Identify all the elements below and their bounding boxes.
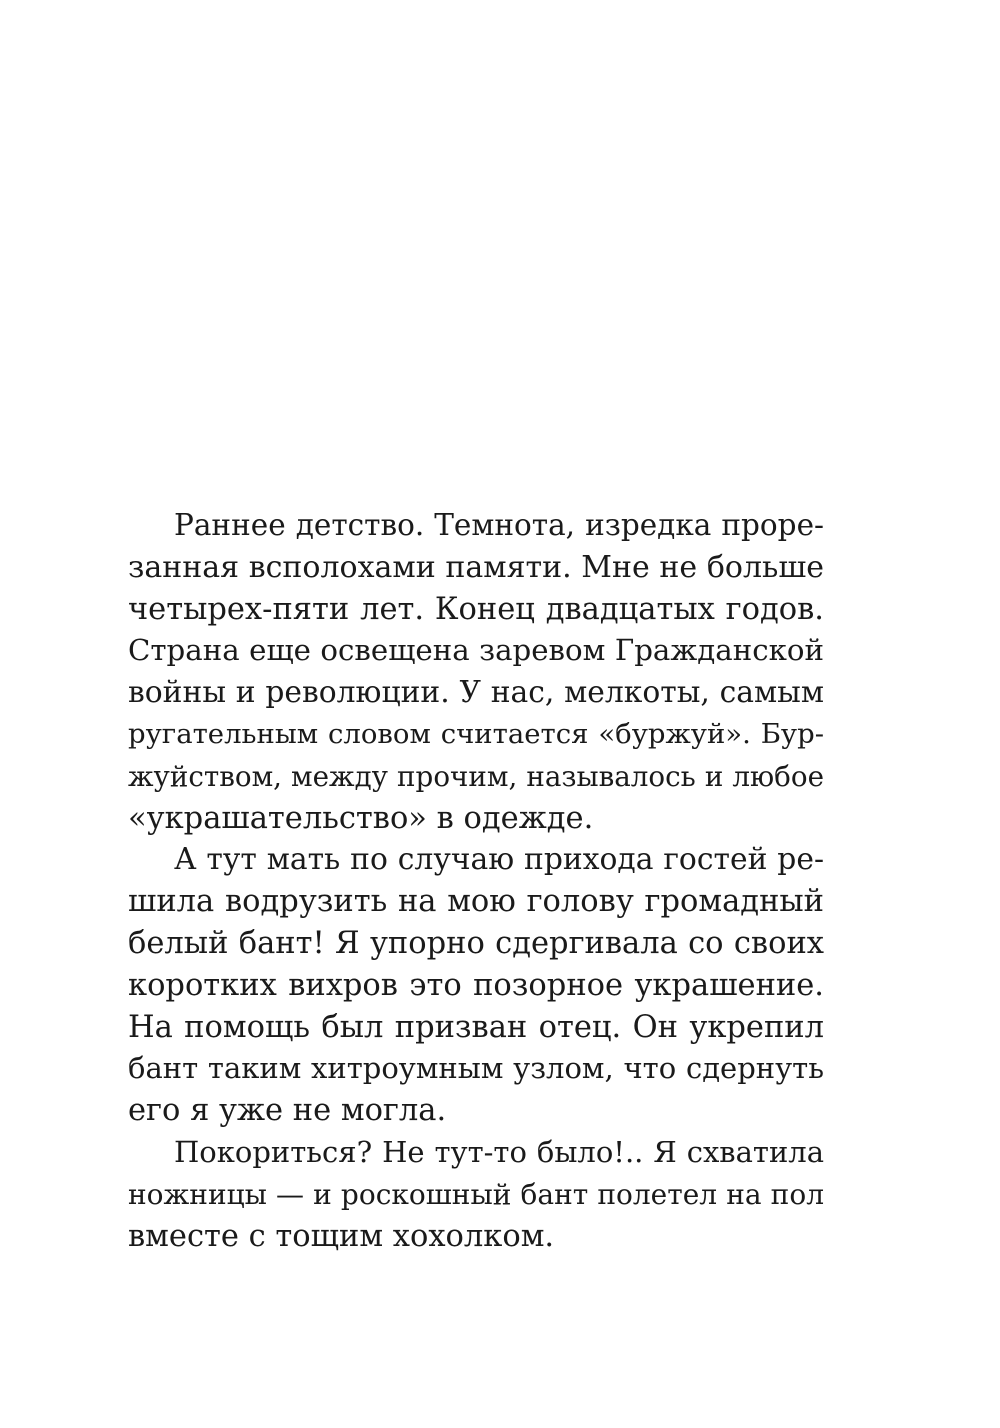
text-line: шила водрузить на мою голову громадный <box>128 884 824 920</box>
paragraph-1 <box>128 505 824 839</box>
text-line: Покориться? Не тут-то было!.. Я схватила <box>174 1134 824 1169</box>
body-text <box>128 505 824 1257</box>
text-line: вместе с тощим хохолком. <box>128 1218 555 1254</box>
text-line: ругательным словом считается «буржуй». Бур- <box>128 717 824 750</box>
text-line: Раннее детство. Темнота, изредка проре- <box>174 508 824 542</box>
text-line: На помощь был призван отец. Он укрепил <box>128 1009 824 1045</box>
text-line: занная всполохами памяти. Мне не больше <box>128 549 824 585</box>
text-line: жуйством, между прочим, называлось и любое <box>128 759 824 793</box>
paragraph-2 <box>128 839 824 1132</box>
text-line: «украшательство» в одежде. <box>128 800 594 836</box>
text-line: бант таким хитроумным узлом, что сдернуть <box>128 1051 824 1086</box>
text-line: белый бант! Я упорно сдергивала со своих <box>128 925 824 961</box>
text-line: войны и революции. У нас, мелкоты, самым <box>128 675 824 711</box>
paragraph-3 <box>128 1132 824 1257</box>
text-line: Страна еще освещена заревом Гражданской <box>128 633 824 668</box>
text-line: А тут мать по случаю прихода гостей ре- <box>174 842 824 878</box>
text-line: коротких вихров это позорное украшение. <box>128 967 824 1003</box>
text-line: ножницы — и роскошный бант полетел на пол <box>128 1177 824 1211</box>
text-line: его я уже не могла. <box>128 1093 447 1129</box>
text-line: четырех-пяти лет. Конец двадцатых годов. <box>128 591 824 627</box>
